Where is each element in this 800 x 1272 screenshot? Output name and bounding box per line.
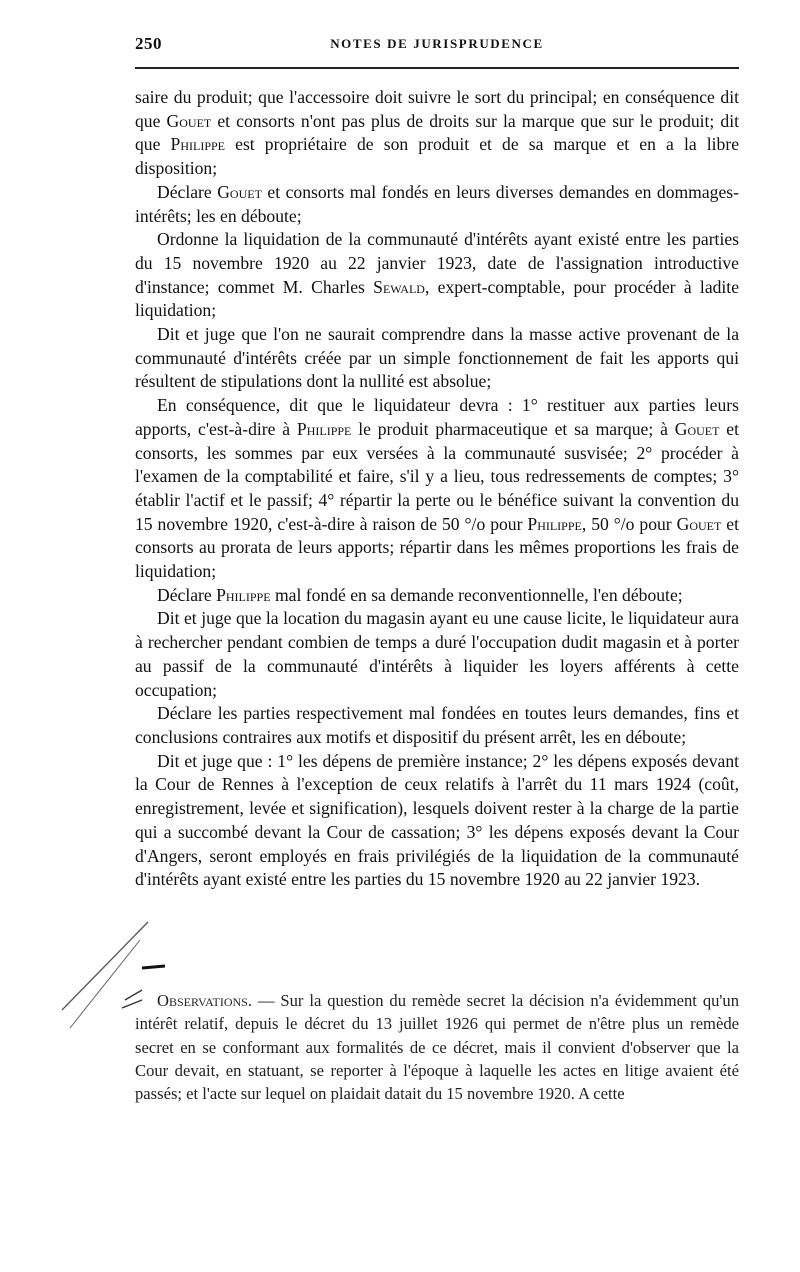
paragraph-6: Déclare Philippe mal fondé en sa demande reconventionnelle, l'en déboute; [157,584,683,605]
margin-pencil-stroke [70,940,140,1028]
page-header [135,34,739,56]
paragraph-1: saire du produit; que l'accessoire doit suivre le sort du principal; en conséquence dit que Gouet et consorts n'ont pas plus de droits sur la marque que sur le produit; dit que Philippe est propriétaire de son produit et de sa marque et en a la libre disposition; [135,87,740,179]
paragraph-4: Dit et juge que l'on ne saurait comprendre dans la masse active provenant de la communauté d'intérêts créée par un simple fonctionnement de fait les apports qui résultent de stipulations dont la nullité est absolue; [135,324,739,392]
paragraph-7: Dit et juge que la location du magasin ayant eu une cause licite, le liquidateur aura à rechercher pendant combien de temps a duré l'occupation dudit magasin et à porter au passif de la communauté d'intérêts à liquider les loyers afférents à cette occupation; [135,608,739,700]
page-number: 250 [135,34,162,53]
judgment-text [135,86,739,892]
paragraph-3: Ordonne la liquidation de la communauté d'intérêts ayant existé entre les parties du 15 novembre 1920 au 22 janvier 1923, date de l'assignation introductive d'instance; commet M. Charles Sewald, expert-comptable, pour procéder à ladite liquidation; [135,229,740,321]
underline-mark [142,966,165,968]
paragraph-2: Déclare Gouet et consorts mal fondés en leurs diverses demandes en dommages-intérêts; les en déboute; [135,181,739,226]
header-rule [135,67,739,69]
paragraph-9: Dit et juge que : 1° les dépens de première instance; 2° les dépens exposés devant la Cour de Rennes à l'exception de ceux relatifs à l'arrêt du 11 mars 1924 (coût, enregistrement, levée et signification), lesquels doivent rester à la charge de la partie qui a succombé devant la Cour de cassation; 3° les dépens exposés devant la Cour d'Angers, seront employés en frais privilégiés de la liquidation de la communauté d'intérêts ayant existé entre les parties du 15 novembre 1920 au 22 janvier 1923. [135,750,739,890]
observations-text: — Sur la question du remède secret la décision n'a évidemment qu'un intérêt relatif, depuis le décret du 13 juillet 1926 qui permet de n'être plus un remède secret en se conformant aux formalités de ce décret, mais il convient d'observer que la Cour devait, en statuant, se reporter à l'époque à laquelle les actes en litige avaient été passés; et l'acte sur lequel on plaidait datait du 15 novembre 1920. A cette [135,991,740,1104]
paragraph-5: En conséquence, dit que le liquidateur devra : 1° restituer aux parties leurs apports, c'est-à-dire à Philippe le produit pharmaceutique et sa marque; à Gouet et consorts, les sommes par eux versées à la communauté susvisée; 2° procéder à l'examen de la comptabilité et faire, s'il y a lieu, tous redressements de comptes; 3° établir l'actif et le passif; 4° répartir la perte ou le bénéfice suivant la convention du 15 novembre 1920, c'est-à-dire à raison de 50 °/o pour Philippe, 50 °/o pour Gouet et consorts au prorata de leurs apports; répartir dans les mêmes proportions les frais de liquidation; [135,395,739,582]
running-title: NOTES DE JURISPRUDENCE [330,36,544,51]
observations-note [135,989,739,1105]
observations-label: Observations. [157,991,252,1010]
paragraph-8: Déclare les parties respectivement mal fondées en toutes leurs demandes, fins et conclusions contraires aux motifs et dispositif du présent arrêt, les en déboute; [135,703,739,747]
